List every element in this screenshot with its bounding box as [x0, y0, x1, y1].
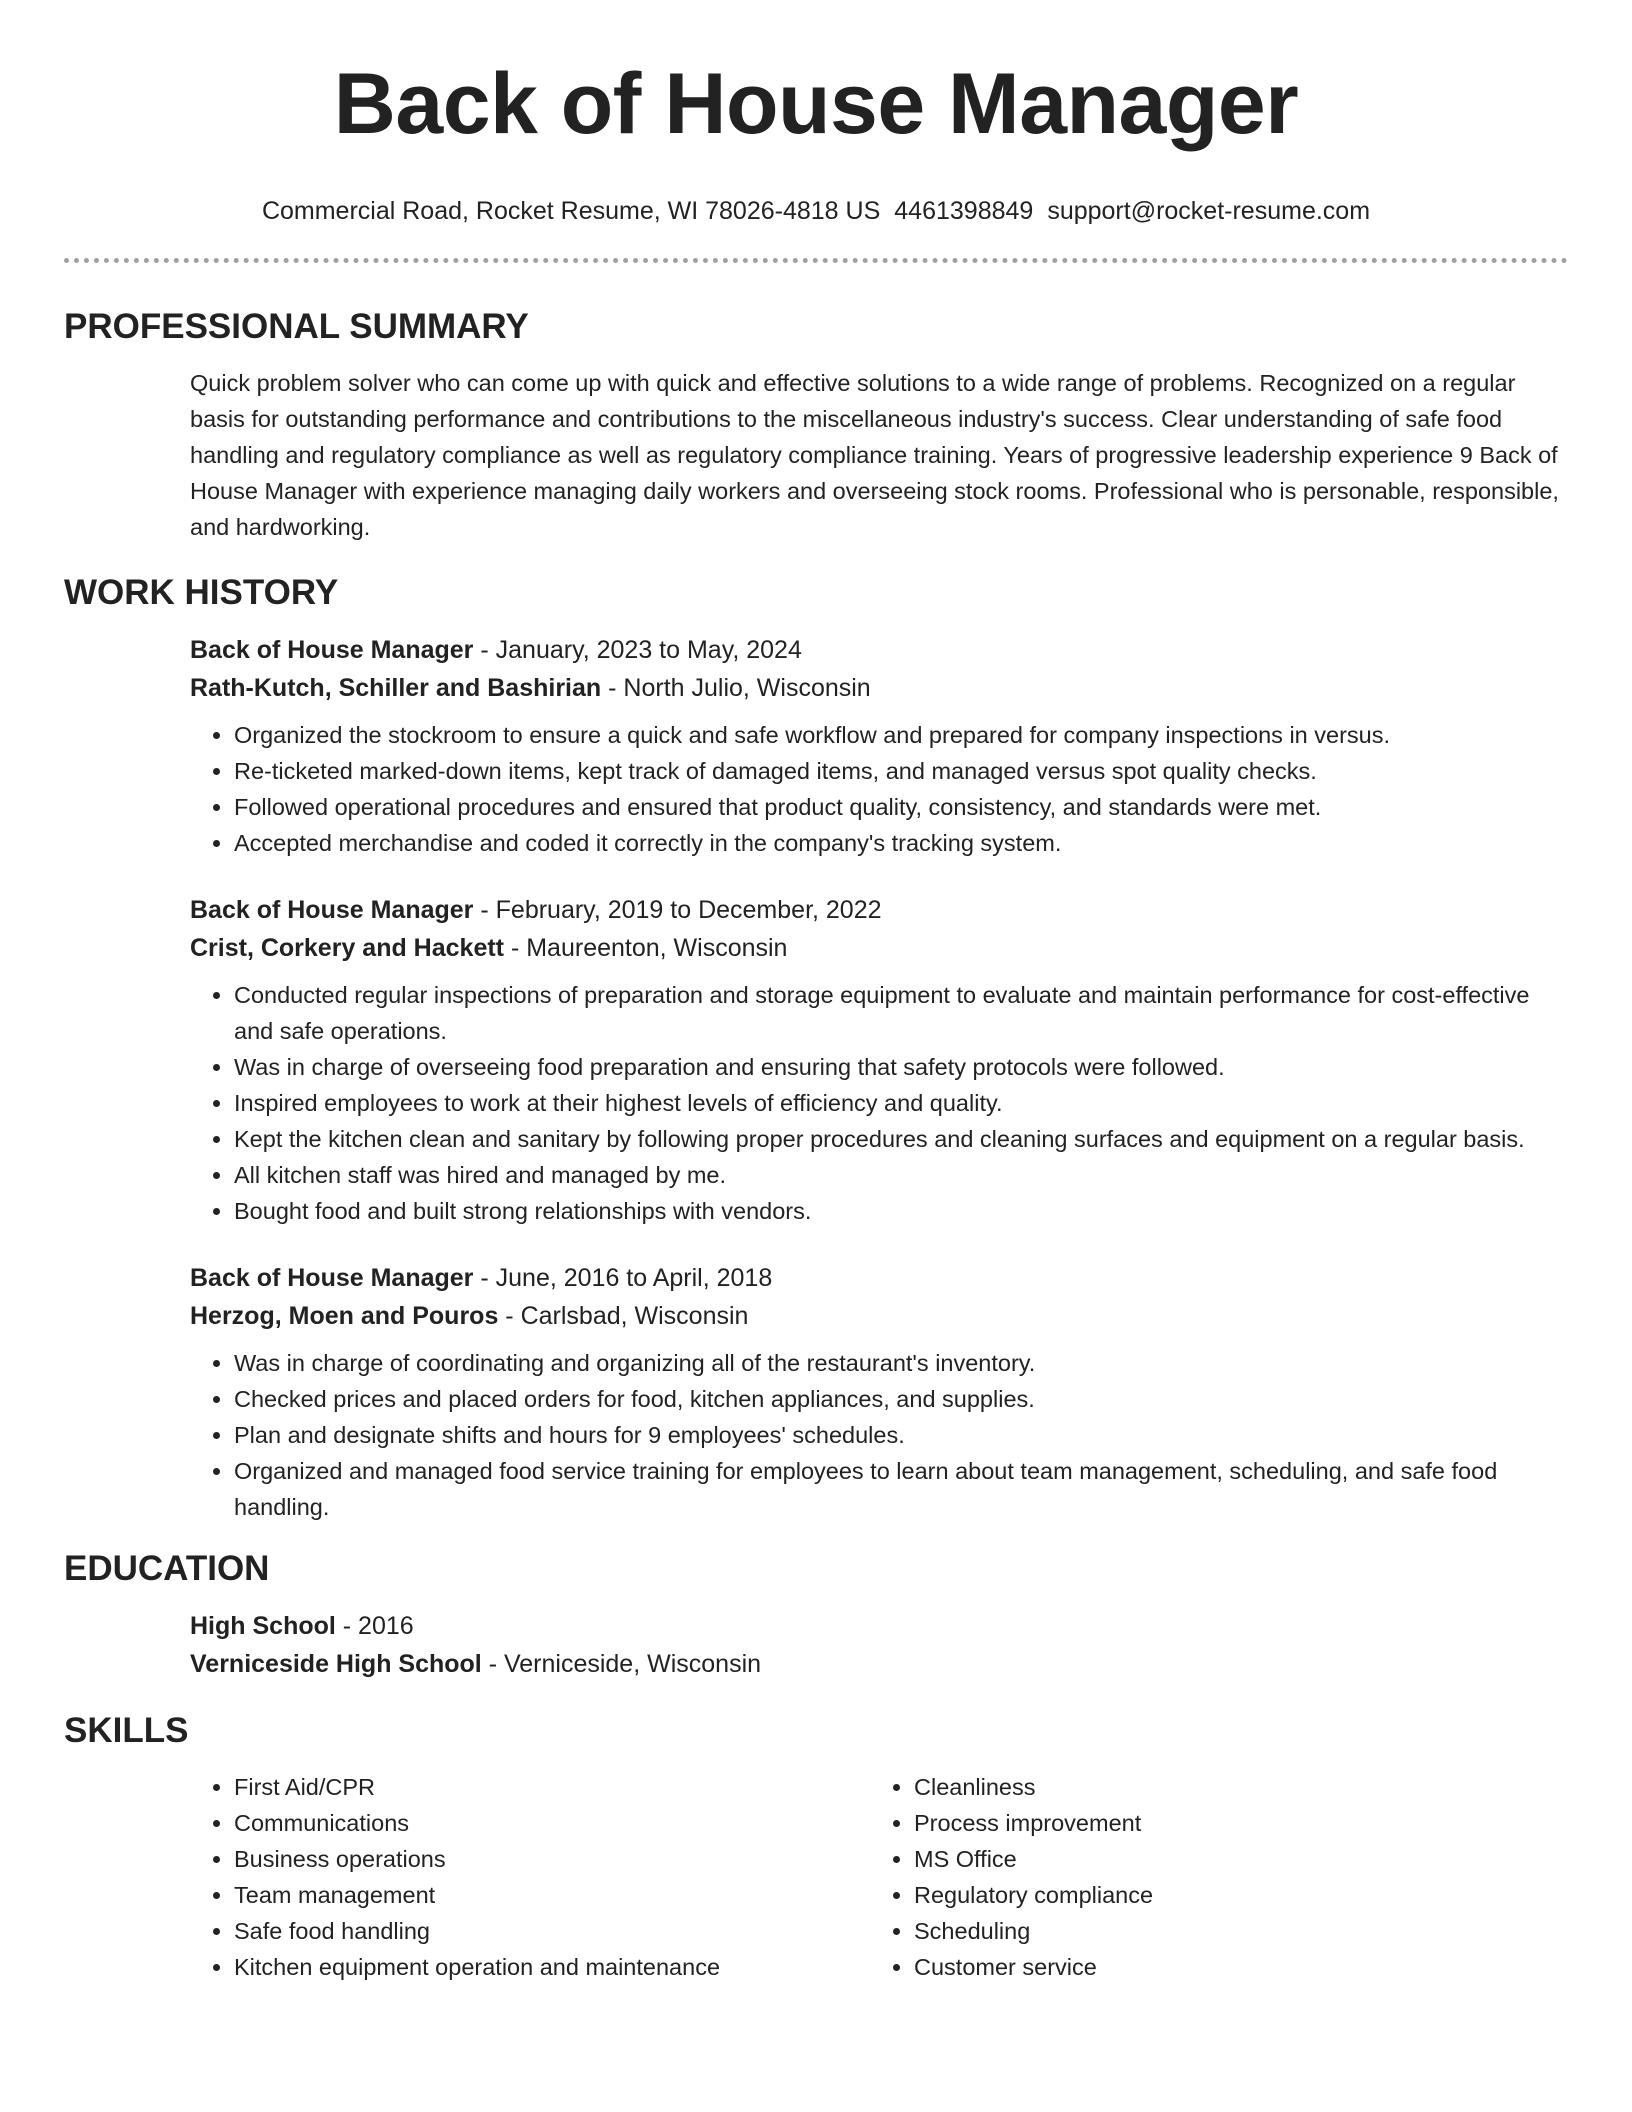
skills-column-right [870, 1769, 1550, 1985]
job-entry [190, 1259, 1568, 1525]
skills-list-right [870, 1769, 1550, 1985]
education-year: - 2016 [335, 1612, 414, 1640]
job-location: - Maureenton, Wisconsin [504, 934, 788, 962]
skill-item: • Communications [234, 1805, 870, 1841]
job-entry [190, 631, 1568, 861]
education-degree: High School [190, 1612, 336, 1640]
skills-grid [190, 1769, 1568, 1985]
list-item: • Kept the kitchen clean and sanitary by following proper procedures and cleaning surfaces and equipment on a regular basis. [234, 1121, 1568, 1157]
skill-item: • Cleanliness [914, 1769, 1550, 1805]
skill-item: • Business operations [234, 1841, 870, 1877]
summary-heading: PROFESSIONAL SUMMARY [64, 307, 529, 346]
job-bullets [190, 717, 1568, 861]
skill-item: • Scheduling [914, 1913, 1550, 1949]
job-company: Crist, Corkery and Hackett [190, 934, 505, 962]
list-item: • All kitchen staff was hired and managed by me. [234, 1157, 1568, 1193]
skill-item: • MS Office [914, 1841, 1550, 1877]
education-location: - Verniceside, Wisconsin [481, 1650, 762, 1678]
job-role: Back of House Manager [190, 636, 474, 664]
skill-item: • First Aid/CPR [234, 1769, 870, 1805]
job-dates: - February, 2019 to December, 2022 [473, 896, 882, 924]
job-location: - Carlsbad, Wisconsin [498, 1302, 749, 1330]
skills-column-left [190, 1769, 870, 1985]
contact-phone: 4461398849 [894, 197, 1034, 225]
skill-item: • Customer service [914, 1949, 1550, 1985]
skill-item: • Team management [234, 1877, 870, 1913]
job-role: Back of House Manager [190, 1264, 474, 1292]
contact-address: Commercial Road, Rocket Resume, WI 78026-4818 US [261, 197, 881, 225]
job-company: Herzog, Moen and Pouros [190, 1302, 499, 1330]
job-dates: - January, 2023 to May, 2024 [473, 636, 802, 664]
job-title-line [190, 631, 1568, 669]
skills-section [64, 1709, 1568, 1985]
list-item: • Checked prices and placed orders for food, kitchen appliances, and supplies. [234, 1381, 1568, 1417]
education-degree-line [190, 1607, 1568, 1645]
job-dates: - June, 2016 to April, 2018 [473, 1264, 773, 1292]
skill-item: • Safe food handling [234, 1913, 870, 1949]
list-item: • Organized and managed food service training for employees to learn about team management, scheduling, and safe food handling. [234, 1453, 1568, 1525]
skill-item: • Regulatory compliance [914, 1877, 1550, 1913]
job-company-line [190, 669, 1568, 707]
education-heading: EDUCATION [64, 1549, 270, 1588]
contact-email: support@rocket-resume.com [1047, 197, 1371, 225]
resume-name: Back of House Manager [333, 56, 1299, 152]
education-school-line [190, 1645, 1568, 1683]
work-history-heading: WORK HISTORY [64, 573, 339, 612]
list-item: • Inspired employees to work at their highest levels of efficiency and quality. [234, 1085, 1568, 1121]
job-role: Back of House Manager [190, 896, 474, 924]
skills-list-left [190, 1769, 870, 1985]
list-item: • Re-ticketed marked-down items, kept track of damaged items, and managed versus spot quality checks. [234, 753, 1568, 789]
list-item: • Was in charge of coordinating and organizing all of the restaurant's inventory. [234, 1345, 1568, 1381]
education-section [64, 1547, 1568, 1683]
skills-heading: SKILLS [64, 1711, 189, 1750]
job-company-line [190, 1297, 1568, 1335]
work-history-section [64, 571, 1568, 1525]
job-location: - North Julio, Wisconsin [601, 674, 871, 702]
summary-section [64, 305, 1568, 545]
education-school: Verniceside High School [190, 1650, 482, 1678]
skill-item: • Process improvement [914, 1805, 1550, 1841]
job-bullets [190, 977, 1568, 1229]
contact-line [64, 194, 1568, 228]
job-company-line [190, 929, 1568, 967]
job-title-line [190, 1259, 1568, 1297]
list-item: • Organized the stockroom to ensure a quick and safe workflow and prepared for company inspections in versus. [234, 717, 1568, 753]
job-entry [190, 891, 1568, 1229]
skill-item: • Kitchen equipment operation and maintenance [234, 1949, 870, 1985]
summary-text: Quick problem solver who can come up with quick and effective solutions to a wide range of problems. Recognized on a regular basis for outstanding performance and contributions to the miscellaneous industry's success. Clear understanding of safe food handling and regulatory compliance as well as regulatory compliance training. Years of progressive leadership experience 9 Back of House Manager with experience managing daily workers and overseeing stock rooms. Professional who is personable, responsible, and hardworking. [190, 370, 1559, 540]
job-title-line [190, 891, 1568, 929]
list-item: • Accepted merchandise and coded it correctly in the company's tracking system. [234, 825, 1568, 861]
list-item: • Followed operational procedures and ensured that product quality, consistency, and standards were met. [234, 789, 1568, 825]
list-item: • Was in charge of overseeing food preparation and ensuring that safety protocols were followed. [234, 1049, 1568, 1085]
header-divider [64, 258, 1568, 263]
list-item: • Bought food and built strong relationships with vendors. [234, 1193, 1568, 1229]
list-item: • Conducted regular inspections of preparation and storage equipment to evaluate and maintain performance for cost-effective and safe operations. [234, 977, 1568, 1049]
job-bullets [190, 1345, 1568, 1525]
job-company: Rath-Kutch, Schiller and Bashirian [190, 674, 602, 702]
list-item: • Plan and designate shifts and hours for 9 employees' schedules. [234, 1417, 1568, 1453]
